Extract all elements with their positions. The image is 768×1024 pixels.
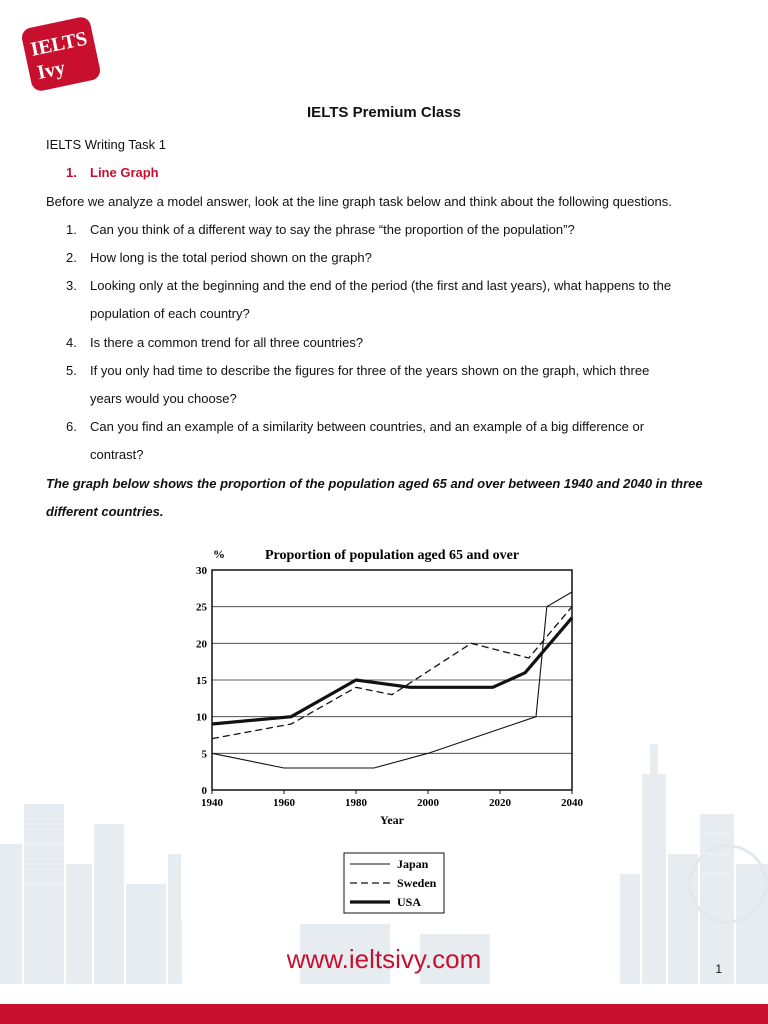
- page-title: IELTS Premium Class: [307, 104, 461, 121]
- logo-text-line1: IELTS: [28, 27, 90, 61]
- chart-legend: [344, 853, 444, 913]
- question-text: How long is the total period shown on the graph?: [90, 250, 372, 265]
- series-line-usa: [212, 618, 572, 724]
- section-heading: Line Graph: [90, 165, 159, 180]
- y-tick-label: 30: [196, 565, 207, 577]
- x-tick-label: 2020: [489, 797, 511, 809]
- y-tick-label: 20: [196, 638, 207, 651]
- y-tick-label: 25: [196, 601, 207, 614]
- question-number: 5.: [66, 363, 77, 378]
- legend-label: USA: [397, 895, 422, 909]
- task-prompt-line1: The graph below shows the proportion of the population aged 65 and over between 1940 and 2040 in three: [46, 476, 703, 491]
- task-prompt-line2: different countries.: [46, 504, 164, 519]
- question-text: If you only had time to describe the figures for three of the years shown on the graph, which three: [90, 363, 650, 378]
- question-text: Can you find an example of a similarity between countries, and an example of a big difference or: [90, 419, 645, 434]
- y-tick-label: 5: [201, 748, 207, 761]
- x-tick-label: 1960: [273, 797, 295, 809]
- x-axis-label: Year: [380, 813, 404, 827]
- question-text: Looking only at the beginning and the end of the period (the first and last years), what happens to the: [90, 278, 672, 293]
- question-text: Can you think of a different way to say the phrase “the proportion of the population”?: [90, 222, 575, 237]
- question-text: Is there a common trend for all three countries?: [90, 335, 364, 350]
- logo-text-line2: Ivy: [35, 56, 68, 85]
- bottom-accent-bar: [0, 1004, 768, 1024]
- subtitle: IELTS Writing Task 1: [46, 137, 166, 152]
- question-text-continued: population of each country?: [90, 306, 250, 321]
- y-axis-label: %: [213, 547, 225, 561]
- y-tick-label: 10: [196, 711, 207, 724]
- intro-paragraph: Before we analyze a model answer, look at the line graph task below and think about the following questions.: [46, 194, 672, 209]
- question-number: 6.: [66, 419, 77, 434]
- page-number: 1: [715, 962, 722, 976]
- question-number: 2.: [66, 250, 77, 265]
- x-tick-label: 1940: [201, 797, 223, 809]
- question-text-continued: years would you choose?: [90, 391, 237, 406]
- question-number: 4.: [66, 335, 77, 350]
- x-tick-label: 2000: [417, 797, 439, 809]
- x-tick-label: 2040: [561, 797, 583, 809]
- legend-label: Sweden: [397, 876, 437, 890]
- section-number: 1.: [66, 165, 77, 180]
- ielts-ivy-logo: [18, 14, 104, 94]
- question-text-continued: contrast?: [90, 447, 144, 462]
- question-number: 3.: [66, 278, 77, 293]
- question-number: 1.: [66, 222, 77, 237]
- y-tick-label: 0: [201, 785, 207, 797]
- x-tick-label: 1980: [345, 797, 367, 809]
- website-url[interactable]: www.ieltsivy.com: [286, 944, 482, 974]
- line-chart: [181, 528, 620, 922]
- legend-label: Japan: [397, 857, 429, 871]
- chart-title: Proportion of population aged 65 and over: [264, 548, 520, 563]
- y-tick-label: 15: [196, 675, 207, 687]
